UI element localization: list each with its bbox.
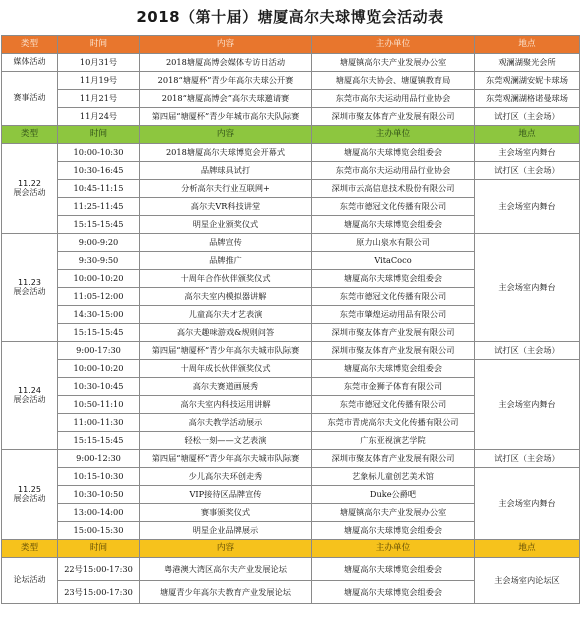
header-content: 内容 — [140, 540, 312, 558]
time-cell: 23号15:00-17:30 — [58, 581, 140, 604]
organizer-cell: 艺象标儿童创艺美术馆 — [312, 468, 475, 486]
time-cell: 10:45-11:15 — [58, 180, 140, 198]
content-cell: 高尔夫室内科技运用讲解 — [140, 396, 312, 414]
organizer-cell: 深圳市聚友体育产业发展有限公司 — [312, 342, 475, 360]
header-content: 内容 — [140, 126, 312, 144]
location-cell: 东莞观澜湖格诺曼球场 — [475, 90, 580, 108]
organizer-cell: 原力山泉水有限公司 — [312, 234, 475, 252]
content-cell: 儿童高尔夫才艺表演 — [140, 306, 312, 324]
header-location: 地点 — [475, 540, 580, 558]
header-row-2 — [2, 126, 580, 144]
page-title: 2018（第十届）塘厦高尔夫球博览会活动表 — [136, 8, 444, 26]
category-cell: 赛事活动 — [2, 72, 58, 126]
time-cell: 15:15-15:45 — [58, 432, 140, 450]
header-row-3 — [2, 540, 580, 558]
time-cell: 10:50-11:10 — [58, 396, 140, 414]
table-row — [2, 468, 580, 486]
organizer-cell: 塘厦高尔夫协会、塘厦镇教育局 — [312, 72, 475, 90]
organizer-cell: 深圳市云高信息技术股份有限公司 — [312, 180, 475, 198]
location-cell: 试打区（主会场） — [475, 162, 580, 180]
table-row — [2, 558, 580, 581]
location-cell: 主会场室内舞台 — [475, 360, 580, 450]
organizer-cell: 塘厦高尔夫球博览会组委会 — [312, 558, 475, 581]
content-cell: 2018“塘厦杯”青少年高尔夫球公开赛 — [140, 72, 312, 90]
time-cell: 13:00-14:00 — [58, 504, 140, 522]
time-cell: 15:15-15:45 — [58, 216, 140, 234]
organizer-cell: 塘厦高尔夫球博览会组委会 — [312, 270, 475, 288]
content-cell: 高尔夫趣味游戏&规则问答 — [140, 324, 312, 342]
day-date: 11.25 — [18, 485, 41, 495]
content-cell: 第四届“塘厦杯”青少年高尔夫城市队际赛 — [140, 342, 312, 360]
table-row — [2, 144, 580, 162]
header-type: 类型 — [2, 126, 58, 144]
time-cell: 10:00-10:20 — [58, 270, 140, 288]
table-row — [2, 54, 580, 72]
category-cell: 论坛活动 — [2, 558, 58, 604]
day-date: 11.23 — [18, 278, 41, 288]
day-date: 11.22 — [18, 179, 41, 189]
header-content: 内容 — [140, 36, 312, 54]
header-location: 地点 — [475, 126, 580, 144]
table-row — [2, 72, 580, 90]
content-cell: 第四届“塘厦杯”青少年城市高尔夫队际赛 — [140, 108, 312, 126]
time-cell: 15:00-15:30 — [58, 522, 140, 540]
content-cell: 高尔夫室内模拟器讲解 — [140, 288, 312, 306]
location-cell: 观澜湖聚光会所 — [475, 54, 580, 72]
organizer-cell: 深圳市聚友体育产业发展有限公司 — [312, 450, 475, 468]
time-cell: 9:00-17:30 — [58, 342, 140, 360]
organizer-cell: 东莞市青虎高尔夫文化传播有限公司 — [312, 414, 475, 432]
organizer-cell: Duke公爵吧 — [312, 486, 475, 504]
table-row — [2, 90, 580, 108]
header-location: 地点 — [475, 36, 580, 54]
location-cell: 主会场室内舞台 — [475, 234, 580, 342]
time-cell: 9:00-9:20 — [58, 234, 140, 252]
content-cell: 品牌宣传 — [140, 234, 312, 252]
header-time: 时间 — [58, 126, 140, 144]
location-cell: 主会场室内论坛区 — [475, 558, 580, 604]
table-row — [2, 450, 580, 468]
day-category-cell — [2, 450, 58, 540]
content-cell: 少儿高尔夫环创走秀 — [140, 468, 312, 486]
day-label: 展会活动 — [13, 493, 46, 503]
table-row — [2, 108, 580, 126]
organizer-cell: 塘厦高尔夫球博览会组委会 — [312, 360, 475, 378]
time-cell: 11:05-12:00 — [58, 288, 140, 306]
time-cell: 10:15-10:30 — [58, 468, 140, 486]
day-label: 展会活动 — [13, 286, 46, 296]
table-row — [2, 360, 580, 378]
content-cell: 品牌推广 — [140, 252, 312, 270]
time-cell: 15:15-15:45 — [58, 324, 140, 342]
location-cell: 主会场室内舞台 — [475, 180, 580, 234]
day-category-cell — [2, 342, 58, 450]
location-cell: 试打区（主会场） — [475, 342, 580, 360]
day-label: 展会活动 — [13, 394, 46, 404]
table-row — [2, 180, 580, 198]
organizer-cell: 东莞市金狮子体育有限公司 — [312, 378, 475, 396]
time-cell: 10:00-10:20 — [58, 360, 140, 378]
location-cell: 主会场室内舞台 — [475, 468, 580, 540]
organizer-cell: 塘厦高尔夫球博览会组委会 — [312, 144, 475, 162]
organizer-cell: 塘厦高尔夫球博览会组委会 — [312, 522, 475, 540]
organizer-cell: 深圳市聚友体育产业发展有限公司 — [312, 324, 475, 342]
content-cell: 第四届“塘厦杯”青少年高尔夫城市队际赛 — [140, 450, 312, 468]
header-organizer: 主办单位 — [312, 36, 475, 54]
organizer-cell: 深圳市聚友体育产业发展有限公司 — [312, 108, 475, 126]
time-cell: 11月24号 — [58, 108, 140, 126]
content-cell: 分析高尔夫行业互联网+ — [140, 180, 312, 198]
content-cell: 品牌球具试打 — [140, 162, 312, 180]
organizer-cell: 东莞市高尔夫运动用品行业协会 — [312, 90, 475, 108]
header-time: 时间 — [58, 36, 140, 54]
header-organizer: 主办单位 — [312, 540, 475, 558]
organizer-cell: 塘厦高尔夫球博览会组委会 — [312, 216, 475, 234]
organizer-cell: 广东亚视演艺学院 — [312, 432, 475, 450]
time-cell: 11月21号 — [58, 90, 140, 108]
time-cell: 14:30-15:00 — [58, 306, 140, 324]
table-row — [2, 342, 580, 360]
organizer-cell: 东莞市德冠文化传播有限公司 — [312, 198, 475, 216]
organizer-cell: 塘厦镇高尔夫产业发展办公室 — [312, 504, 475, 522]
header-time: 时间 — [58, 540, 140, 558]
content-cell: 明星企业颁奖仪式 — [140, 216, 312, 234]
time-cell: 11月19号 — [58, 72, 140, 90]
header-type: 类型 — [2, 540, 58, 558]
location-cell: 试打区（主会场） — [475, 108, 580, 126]
content-cell: 明星企业品牌展示 — [140, 522, 312, 540]
time-cell: 11:00-11:30 — [58, 414, 140, 432]
day-label: 展会活动 — [13, 187, 46, 197]
category-cell: 媒体活动 — [2, 54, 58, 72]
header-type: 类型 — [2, 36, 58, 54]
content-cell: 塘厦青少年高尔夫教育产业发展论坛 — [140, 581, 312, 604]
time-cell: 22号15:00-17:30 — [58, 558, 140, 581]
location-cell: 主会场室内舞台 — [475, 144, 580, 162]
organizer-cell: VitaCoco — [312, 252, 475, 270]
time-cell: 9:00-12:30 — [58, 450, 140, 468]
time-cell: 10月31号 — [58, 54, 140, 72]
time-cell: 10:30-10:45 — [58, 378, 140, 396]
table-row — [2, 162, 580, 180]
content-cell: 2018“塘厦高博会”高尔夫球邀请赛 — [140, 90, 312, 108]
organizer-cell: 东莞市德冠文化传播有限公司 — [312, 288, 475, 306]
activity-table — [1, 35, 580, 604]
day-date: 11.24 — [18, 386, 41, 396]
content-cell: 赛事颁奖仪式 — [140, 504, 312, 522]
content-cell: 2018塘厦高博会媒体专访日活动 — [140, 54, 312, 72]
day-category-cell — [2, 144, 58, 234]
content-cell: 粤港澳大湾区高尔夫产业发展论坛 — [140, 558, 312, 581]
organizer-cell: 东莞市高尔夫运动用品行业协会 — [312, 162, 475, 180]
time-cell: 10:30-16:45 — [58, 162, 140, 180]
organizer-cell: 东莞市德冠文化传播有限公司 — [312, 396, 475, 414]
content-cell: 高尔夫赛道画展秀 — [140, 378, 312, 396]
header-row-1 — [2, 36, 580, 54]
content-cell: 十周年合作伙伴颁奖仪式 — [140, 270, 312, 288]
organizer-cell: 塘厦镇高尔夫产业发展办公室 — [312, 54, 475, 72]
organizer-cell: 塘厦高尔夫球博览会组委会 — [312, 581, 475, 604]
time-cell: 10:00-10:30 — [58, 144, 140, 162]
day-category-cell — [2, 234, 58, 342]
content-cell: 高尔夫VR科技讲堂 — [140, 198, 312, 216]
content-cell: VIP接待区品牌宣传 — [140, 486, 312, 504]
header-organizer: 主办单位 — [312, 126, 475, 144]
table-row — [2, 234, 580, 252]
content-cell: 高尔夫教学活动展示 — [140, 414, 312, 432]
time-cell: 9:30-9:50 — [58, 252, 140, 270]
content-cell: 十周年成长伙伴颁奖仪式 — [140, 360, 312, 378]
location-cell: 东莞观澜湖安妮卡球场 — [475, 72, 580, 90]
time-cell: 10:30-10:50 — [58, 486, 140, 504]
organizer-cell: 东莞市肇煌运动用品有限公司 — [312, 306, 475, 324]
content-cell: 轻松一刻——文艺表演 — [140, 432, 312, 450]
content-cell: 2018塘厦高尔夫球博览会开幕式 — [140, 144, 312, 162]
time-cell: 11:25-11:45 — [58, 198, 140, 216]
location-cell: 试打区（主会场） — [475, 450, 580, 468]
